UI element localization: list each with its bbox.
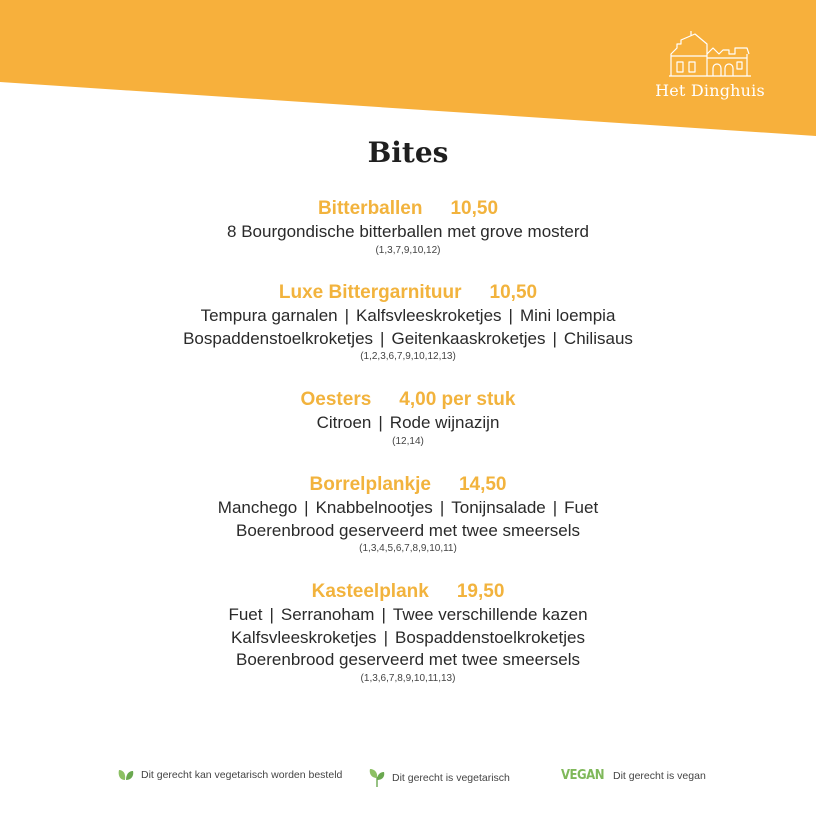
menu-item-borrelplankje — [0, 473, 816, 555]
separator: | — [344, 306, 350, 325]
menu-item-price: 4,00 per stuk — [399, 389, 516, 410]
separator: | — [383, 627, 388, 647]
menu-item-header — [0, 580, 816, 604]
sprout-icon — [368, 768, 386, 788]
allergen-codes: (12,14) — [392, 435, 424, 447]
menu-item-header — [0, 473, 816, 497]
menu-item-price: 19,50 — [456, 581, 505, 602]
separator: | — [380, 328, 385, 348]
brand-logo — [652, 30, 768, 100]
menu-item-price: 10,50 — [450, 198, 499, 219]
menu-item-price: 10,50 — [489, 282, 538, 303]
menu-item-header — [0, 197, 816, 221]
allergen-codes: (1,3,6,7,8,9,10,11,13) — [360, 672, 456, 684]
separator: | — [552, 498, 558, 517]
component-text: Boerenbrood geserveerd met twee smeersels — [236, 520, 580, 540]
description-line — [0, 328, 816, 351]
castle-icon — [667, 30, 753, 78]
description-line — [0, 305, 816, 328]
menu-item-description — [0, 305, 816, 350]
component-text: Citroen — [316, 413, 372, 432]
component-text: Bospaddenstoelkroketjes — [183, 328, 374, 348]
component-text: Serranoham — [280, 605, 375, 624]
menu-item-name: Luxe Bittergarnituur — [278, 282, 462, 303]
menu-item-bitterballen — [0, 197, 816, 257]
separator: | — [439, 498, 445, 517]
description-line — [0, 604, 816, 627]
menu-item-price: 14,50 — [458, 474, 507, 495]
menu-item-description — [0, 497, 816, 542]
separator: | — [552, 328, 557, 348]
menu-item-kasteelplank — [0, 580, 816, 685]
description-line — [0, 221, 816, 244]
component-text: Kalfsvleeskroketjes — [231, 627, 377, 647]
description-line — [0, 520, 816, 543]
component-text: Kalfsvleeskroketjes — [356, 306, 502, 325]
component-text: Fuet — [228, 605, 263, 624]
menu-item-description — [0, 604, 816, 672]
legend-label: Dit gerecht is vegan — [612, 769, 706, 782]
separator: | — [381, 605, 386, 624]
menu-item-luxe-bittergarnituur — [0, 281, 816, 363]
menu-item-oesters — [0, 388, 816, 448]
component-text: Fuet — [564, 498, 599, 517]
component-text: Boerenbrood geserveerd met twee smeersels — [236, 650, 580, 669]
menu-item-name: Oesters — [300, 389, 372, 410]
description-line — [0, 627, 816, 650]
component-text: Knabbelnootjes — [315, 498, 433, 517]
component-text: Manchego — [217, 498, 298, 517]
allergen-codes: (1,3,4,5,6,7,8,9,10,11) — [359, 543, 457, 554]
component-text: Twee verschillende kazen — [392, 605, 588, 624]
separator: | — [378, 413, 383, 432]
component-text: Bospaddenstoelkroketjes — [394, 627, 585, 647]
menu-item-description — [0, 412, 816, 435]
allergen-codes: (1,3,7,9,10,12) — [375, 244, 441, 256]
legend-can-be-vegetarian — [117, 768, 342, 782]
component-text: Tonijnsalade — [451, 498, 546, 517]
separator: | — [269, 605, 274, 624]
menu-item-name: Kasteelplank — [311, 581, 429, 602]
legend-vegetarian — [368, 768, 510, 788]
menu-item-header — [0, 388, 816, 412]
menu-item-description — [0, 221, 816, 244]
page-title: Bites — [367, 136, 449, 169]
vegan-icon: VEGAN — [561, 768, 604, 783]
component-text: Tempura garnalen — [200, 306, 338, 325]
legend-vegan — [561, 768, 706, 783]
menu-item-name: Bitterballen — [317, 198, 423, 219]
menu-item-name: Borrelplankje — [309, 474, 431, 495]
separator: | — [508, 306, 513, 325]
description-line — [0, 649, 816, 672]
leaves-icon — [117, 768, 135, 782]
menu-item-header — [0, 281, 816, 305]
allergen-codes: (1,2,3,6,7,9,10,12,13) — [360, 351, 456, 362]
component-text: Chilisaus — [563, 328, 633, 348]
component-text: 8 Bourgondische bitterballen met grove mosterd — [227, 222, 589, 241]
legend-label: Dit gerecht kan vegetarisch worden besteld — [141, 769, 343, 781]
component-text: Geitenkaaskroketjes — [391, 328, 546, 348]
separator: | — [304, 498, 309, 517]
description-line — [0, 497, 816, 520]
legend-label: Dit gerecht is vegetarisch — [392, 772, 510, 784]
description-line — [0, 412, 816, 435]
component-text: Mini loempia — [519, 306, 616, 325]
component-text: Rode wijnazijn — [389, 413, 500, 432]
brand-name: Het Dinghuis — [655, 81, 765, 100]
